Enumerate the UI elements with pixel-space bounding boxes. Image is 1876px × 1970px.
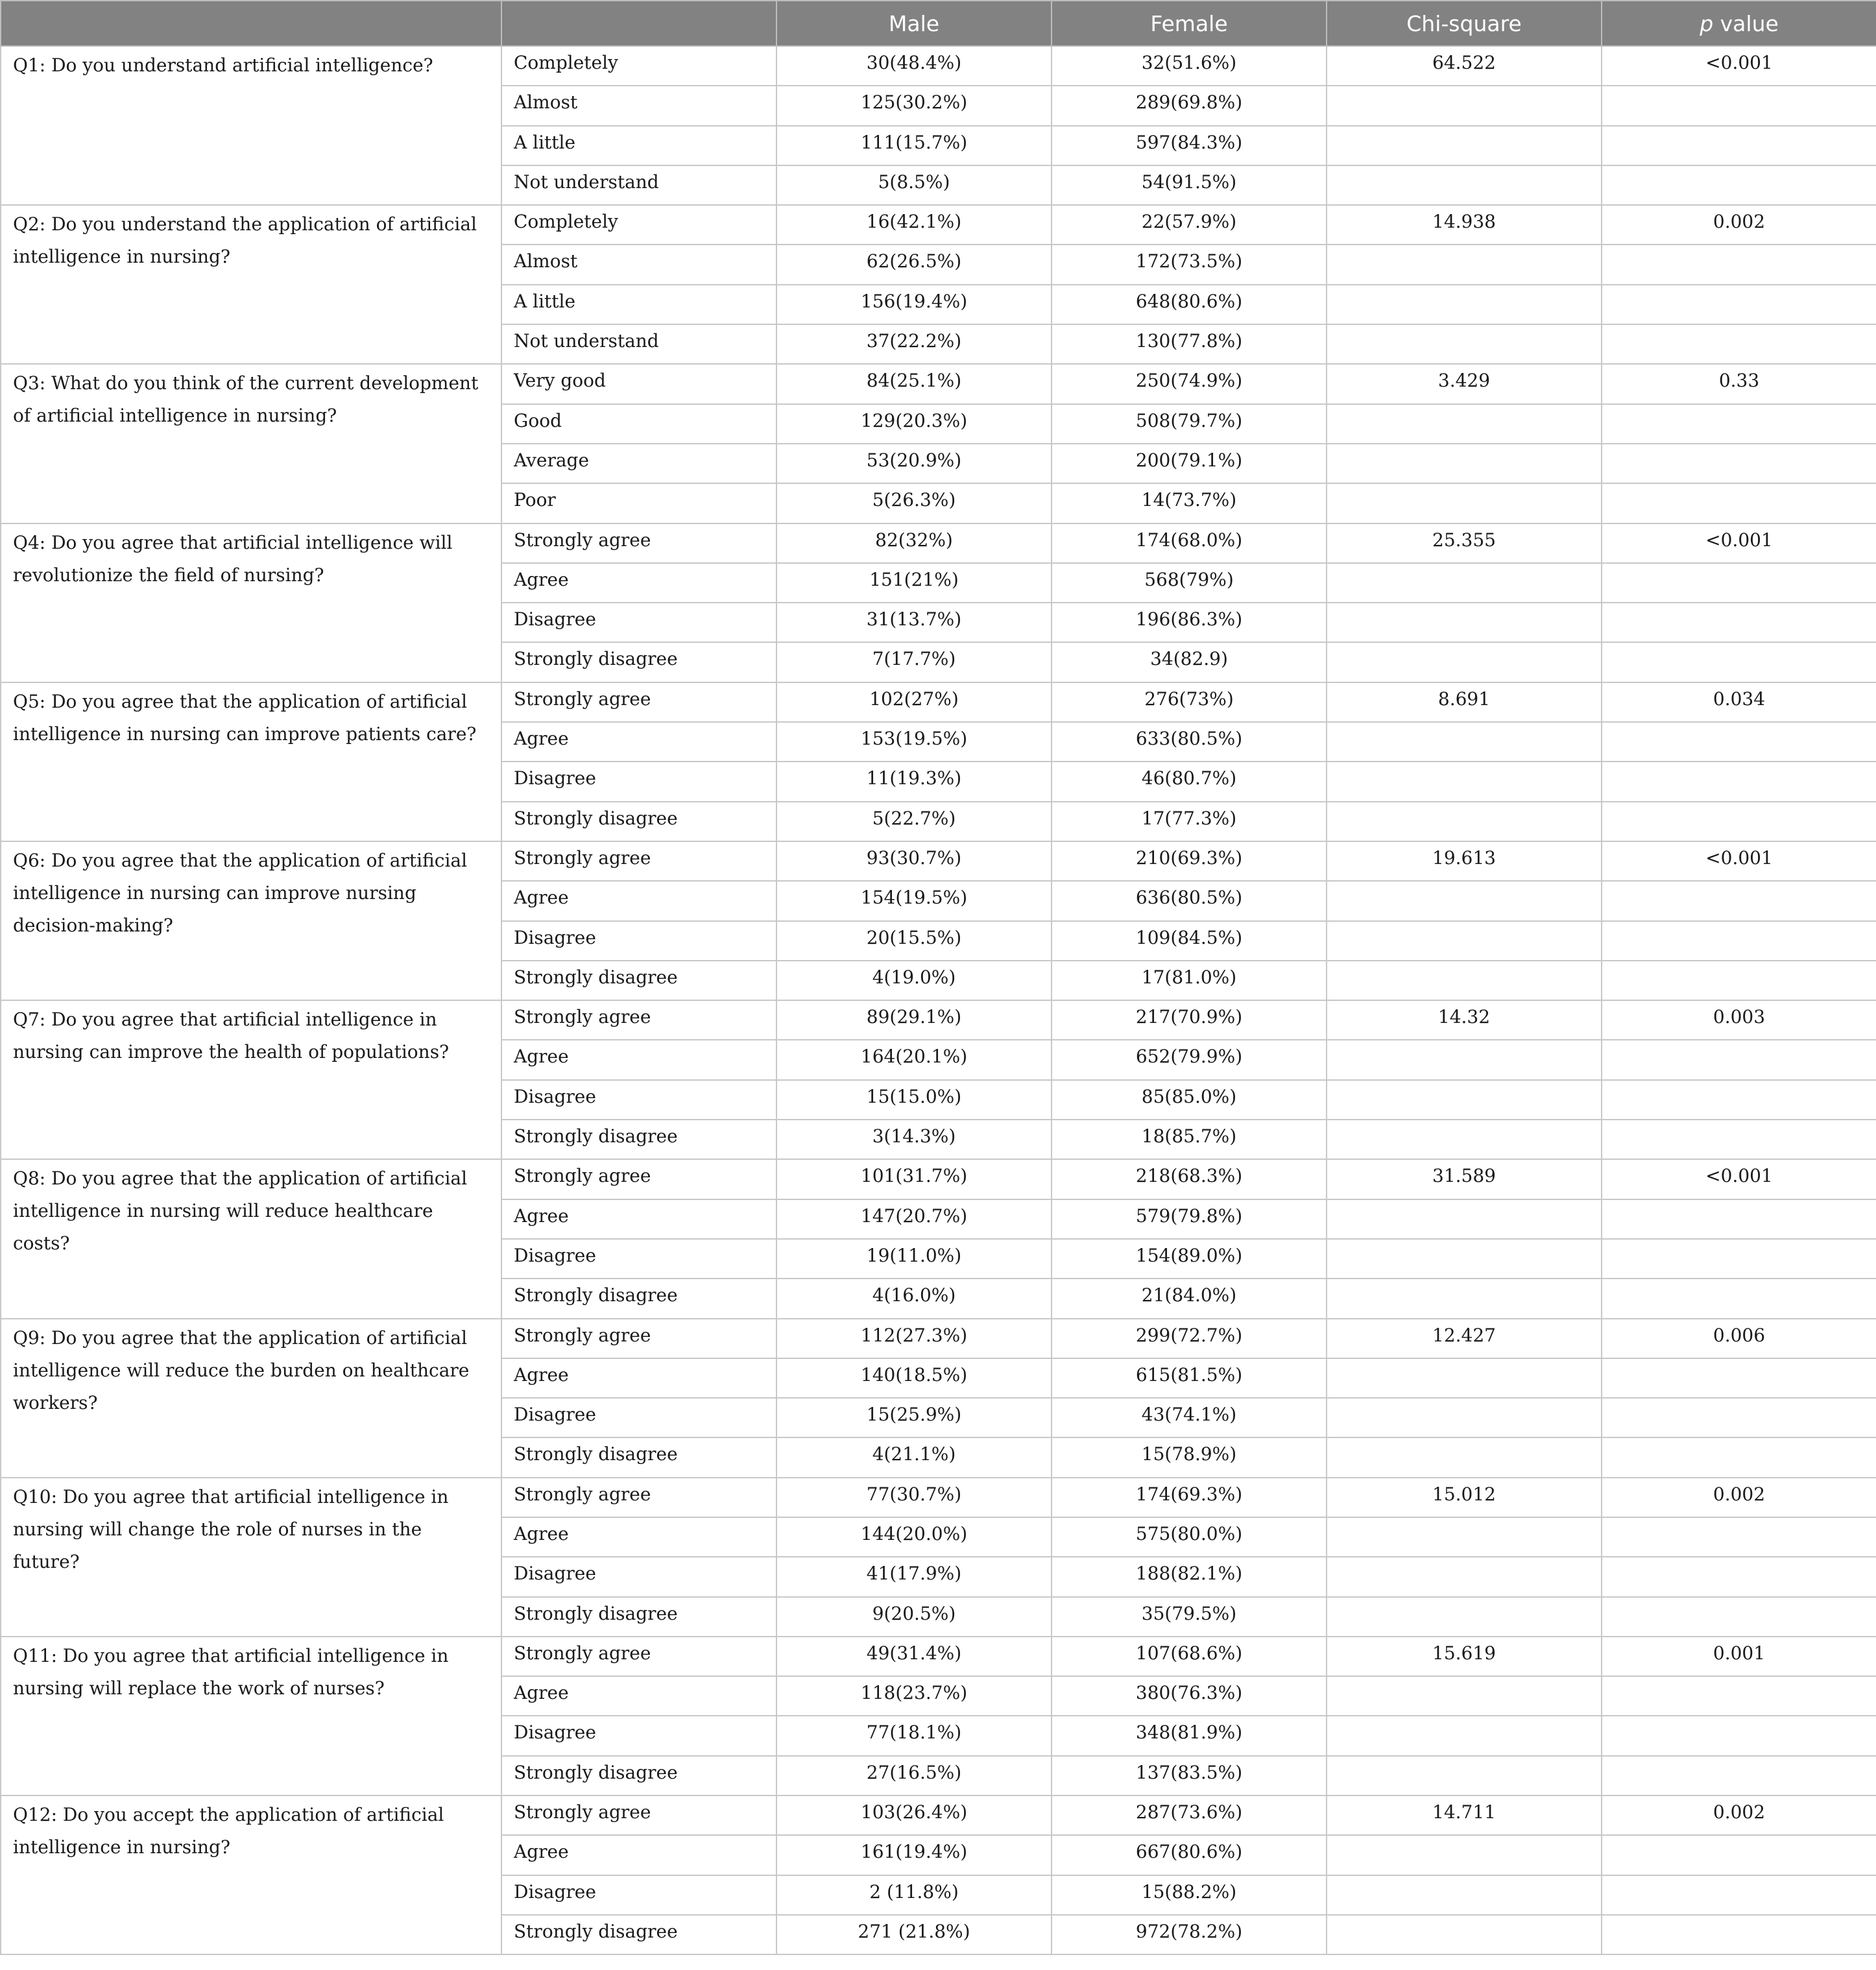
response-cell: Disagree <box>501 1875 776 1915</box>
p-value-cell <box>1602 1199 1876 1239</box>
male-cell: 84(25.1%) <box>776 364 1052 403</box>
chi-square-cell <box>1327 1875 1602 1915</box>
male-cell: 9(20.5%) <box>776 1597 1052 1637</box>
response-cell: Strongly disagree <box>501 642 776 682</box>
female-cell: 217(70.9%) <box>1052 1000 1327 1040</box>
chi-square-cell <box>1327 1915 1602 1954</box>
male-cell: 144(20.0%) <box>776 1517 1052 1557</box>
female-cell: 17(81.0%) <box>1052 961 1327 1000</box>
p-value-cell <box>1602 1676 1876 1716</box>
female-cell: 17(77.3%) <box>1052 802 1327 841</box>
chi-square-cell: 64.522 <box>1327 46 1602 86</box>
chi-square-cell <box>1327 762 1602 801</box>
female-cell: 174(68.0%) <box>1052 523 1327 563</box>
male-cell: 30(48.4%) <box>776 46 1052 86</box>
p-value-cell: 0.002 <box>1602 1796 1876 1835</box>
chi-square-cell <box>1327 1239 1602 1279</box>
male-cell: 5(22.7%) <box>776 802 1052 841</box>
p-value-cell <box>1602 1358 1876 1398</box>
p-value-cell: 0.33 <box>1602 364 1876 403</box>
chi-square-cell <box>1327 324 1602 364</box>
question-cell: Q5: Do you agree that the application of artificial intelligence in nursing can improve patients care? <box>1 682 501 841</box>
response-cell: Agree <box>501 1835 776 1875</box>
female-cell: 200(79.1%) <box>1052 444 1327 483</box>
p-value-cell <box>1602 1597 1876 1637</box>
female-cell: 636(80.5%) <box>1052 881 1327 920</box>
response-cell: Not understand <box>501 324 776 364</box>
p-value-cell <box>1602 324 1876 364</box>
chi-square-cell <box>1327 603 1602 642</box>
p-value-cell <box>1602 1875 1876 1915</box>
female-cell: 615(81.5%) <box>1052 1358 1327 1398</box>
male-cell: 125(30.2%) <box>776 86 1052 125</box>
response-cell: Agree <box>501 1358 776 1398</box>
male-cell: 31(13.7%) <box>776 603 1052 642</box>
p-value-cell <box>1602 1437 1876 1477</box>
question-cell: Q10: Do you agree that artificial intelligence in nursing will change the role of nurses in the future? <box>1 1478 501 1637</box>
table-row <box>1 1637 1876 1676</box>
female-cell: 348(81.9%) <box>1052 1716 1327 1755</box>
male-cell: 15(15.0%) <box>776 1080 1052 1120</box>
response-cell: Poor <box>501 483 776 523</box>
female-cell: 54(91.5%) <box>1052 165 1327 205</box>
female-cell: 299(72.7%) <box>1052 1319 1327 1358</box>
male-cell: 4(19.0%) <box>776 961 1052 1000</box>
chi-square-cell: 19.613 <box>1327 841 1602 881</box>
male-cell: 161(19.4%) <box>776 1835 1052 1875</box>
p-value-cell: 0.006 <box>1602 1319 1876 1358</box>
chi-square-cell <box>1327 1358 1602 1398</box>
female-cell: 579(79.8%) <box>1052 1199 1327 1239</box>
female-cell: 137(83.5%) <box>1052 1756 1327 1796</box>
female-cell: 575(80.0%) <box>1052 1517 1327 1557</box>
response-cell: Disagree <box>501 1716 776 1755</box>
female-cell: 172(73.5%) <box>1052 245 1327 284</box>
question-cell: Q7: Do you agree that artificial intelligence in nursing can improve the health of populations? <box>1 1000 501 1159</box>
header-p-rest: value <box>1713 10 1779 36</box>
response-cell: Agree <box>501 1676 776 1716</box>
response-cell: Strongly agree <box>501 841 776 881</box>
question-cell: Q12: Do you accept the application of artificial intelligence in nursing? <box>1 1796 501 1954</box>
response-cell: A little <box>501 126 776 165</box>
female-cell: 196(86.3%) <box>1052 603 1327 642</box>
response-cell: Disagree <box>501 1557 776 1596</box>
p-value-cell <box>1602 404 1876 444</box>
male-cell: 271 (21.8%) <box>776 1915 1052 1954</box>
chi-square-cell <box>1327 86 1602 125</box>
male-cell: 153(19.5%) <box>776 722 1052 762</box>
male-cell: 77(18.1%) <box>776 1716 1052 1755</box>
chi-square-cell <box>1327 1756 1602 1796</box>
header-female: Female <box>1052 1 1327 46</box>
female-cell: 174(69.3%) <box>1052 1478 1327 1517</box>
header-p-value <box>1602 1 1876 46</box>
table-row <box>1 1319 1876 1358</box>
male-cell: 3(14.3%) <box>776 1120 1052 1159</box>
male-cell: 154(19.5%) <box>776 881 1052 920</box>
chi-square-cell <box>1327 126 1602 165</box>
p-value-cell <box>1602 444 1876 483</box>
female-cell: 154(89.0%) <box>1052 1239 1327 1279</box>
male-cell: 27(16.5%) <box>776 1756 1052 1796</box>
male-cell: 147(20.7%) <box>776 1199 1052 1239</box>
female-cell: 380(76.3%) <box>1052 1676 1327 1716</box>
male-cell: 129(20.3%) <box>776 404 1052 444</box>
p-value-cell <box>1602 802 1876 841</box>
male-cell: 5(8.5%) <box>776 165 1052 205</box>
chi-square-cell <box>1327 563 1602 603</box>
chi-square-cell <box>1327 1597 1602 1637</box>
p-value-cell <box>1602 961 1876 1000</box>
male-cell: 77(30.7%) <box>776 1478 1052 1517</box>
female-cell: 15(78.9%) <box>1052 1437 1327 1477</box>
p-value-cell <box>1602 1120 1876 1159</box>
p-value-cell <box>1602 1835 1876 1875</box>
response-cell: Strongly disagree <box>501 1597 776 1637</box>
response-cell: Strongly agree <box>501 1319 776 1358</box>
response-cell: Strongly disagree <box>501 1915 776 1954</box>
male-cell: 16(42.1%) <box>776 205 1052 245</box>
male-cell: 49(31.4%) <box>776 1637 1052 1676</box>
response-cell: Good <box>501 404 776 444</box>
male-cell: 112(27.3%) <box>776 1319 1052 1358</box>
female-cell: 218(68.3%) <box>1052 1159 1327 1199</box>
response-cell: Strongly agree <box>501 1159 776 1199</box>
male-cell: 103(26.4%) <box>776 1796 1052 1835</box>
header-blank-response <box>501 1 776 46</box>
header-p-italic: p <box>1700 10 1714 36</box>
male-cell: 140(18.5%) <box>776 1358 1052 1398</box>
header-chi-square: Chi-square <box>1327 1 1602 46</box>
question-cell: Q6: Do you agree that the application of artificial intelligence in nursing can improve nursing decision-making? <box>1 841 501 1000</box>
response-cell: Strongly disagree <box>501 1756 776 1796</box>
table-row <box>1 1796 1876 1835</box>
header-row <box>1 1 1876 46</box>
chi-square-cell <box>1327 1437 1602 1477</box>
question-cell: Q11: Do you agree that artificial intelligence in nursing will replace the work of nurses? <box>1 1637 501 1796</box>
p-value-cell <box>1602 1080 1876 1120</box>
chi-square-cell <box>1327 1517 1602 1557</box>
female-cell: 289(69.8%) <box>1052 86 1327 125</box>
chi-square-cell <box>1327 444 1602 483</box>
p-value-cell <box>1602 1557 1876 1596</box>
male-cell: 5(26.3%) <box>776 483 1052 523</box>
header-blank-question <box>1 1 501 46</box>
p-value-cell: 0.002 <box>1602 1478 1876 1517</box>
chi-square-cell <box>1327 881 1602 920</box>
male-cell: 19(11.0%) <box>776 1239 1052 1279</box>
chi-square-cell <box>1327 642 1602 682</box>
male-cell: 89(29.1%) <box>776 1000 1052 1040</box>
question-cell: Q9: Do you agree that the application of artificial intelligence will reduce the burden on healthcare workers? <box>1 1319 501 1478</box>
chi-square-cell <box>1327 245 1602 284</box>
female-cell: 568(79%) <box>1052 563 1327 603</box>
chi-square-cell: 25.355 <box>1327 523 1602 563</box>
chi-square-cell: 31.589 <box>1327 1159 1602 1199</box>
table-row <box>1 1000 1876 1040</box>
question-cell: Q8: Do you agree that the application of artificial intelligence in nursing will reduce healthcare costs? <box>1 1159 501 1318</box>
female-cell: 633(80.5%) <box>1052 722 1327 762</box>
chi-square-cell <box>1327 1676 1602 1716</box>
male-cell: 4(21.1%) <box>776 1437 1052 1477</box>
p-value-cell <box>1602 1915 1876 1954</box>
p-value-cell <box>1602 126 1876 165</box>
response-cell: Agree <box>501 563 776 603</box>
p-value-cell <box>1602 285 1876 324</box>
female-cell: 597(84.3%) <box>1052 126 1327 165</box>
p-value-cell <box>1602 563 1876 603</box>
response-cell: Strongly agree <box>501 1796 776 1835</box>
chi-square-cell <box>1327 722 1602 762</box>
table-row <box>1 841 1876 881</box>
male-cell: 2 (11.8%) <box>776 1875 1052 1915</box>
table-row <box>1 682 1876 722</box>
header-male: Male <box>776 1 1052 46</box>
male-cell: 164(20.1%) <box>776 1040 1052 1079</box>
chi-square-cell: 14.711 <box>1327 1796 1602 1835</box>
response-cell: Very good <box>501 364 776 403</box>
female-cell: 972(78.2%) <box>1052 1915 1327 1954</box>
chi-square-cell <box>1327 483 1602 523</box>
male-cell: 37(22.2%) <box>776 324 1052 364</box>
p-value-cell <box>1602 722 1876 762</box>
female-cell: 276(73%) <box>1052 682 1327 722</box>
response-cell: Strongly disagree <box>501 802 776 841</box>
p-value-cell: <0.001 <box>1602 523 1876 563</box>
p-value-cell <box>1602 642 1876 682</box>
p-value-cell <box>1602 603 1876 642</box>
p-value-cell: <0.001 <box>1602 1159 1876 1199</box>
chi-square-cell: 14.32 <box>1327 1000 1602 1040</box>
female-cell: 35(79.5%) <box>1052 1597 1327 1637</box>
female-cell: 43(74.1%) <box>1052 1398 1327 1437</box>
female-cell: 14(73.7%) <box>1052 483 1327 523</box>
response-cell: Not understand <box>501 165 776 205</box>
male-cell: 11(19.3%) <box>776 762 1052 801</box>
male-cell: 7(17.7%) <box>776 642 1052 682</box>
p-value-cell <box>1602 1398 1876 1437</box>
female-cell: 32(51.6%) <box>1052 46 1327 86</box>
male-cell: 41(17.9%) <box>776 1557 1052 1596</box>
female-cell: 130(77.8%) <box>1052 324 1327 364</box>
response-cell: Strongly disagree <box>501 1437 776 1477</box>
response-cell: Disagree <box>501 1398 776 1437</box>
male-cell: 102(27%) <box>776 682 1052 722</box>
p-value-cell <box>1602 1040 1876 1079</box>
question-cell: Q1: Do you understand artificial intelligence? <box>1 46 501 205</box>
male-cell: 82(32%) <box>776 523 1052 563</box>
male-cell: 15(25.9%) <box>776 1398 1052 1437</box>
male-cell: 53(20.9%) <box>776 444 1052 483</box>
response-cell: Disagree <box>501 603 776 642</box>
response-cell: Disagree <box>501 921 776 961</box>
p-value-cell <box>1602 245 1876 284</box>
female-cell: 22(57.9%) <box>1052 205 1327 245</box>
chi-square-cell: 14.938 <box>1327 205 1602 245</box>
response-cell: Completely <box>501 205 776 245</box>
p-value-cell <box>1602 86 1876 125</box>
female-cell: 109(84.5%) <box>1052 921 1327 961</box>
male-cell: 111(15.7%) <box>776 126 1052 165</box>
response-cell: Strongly agree <box>501 523 776 563</box>
question-cell: Q2: Do you understand the application of artificial intelligence in nursing? <box>1 205 501 364</box>
p-value-cell <box>1602 483 1876 523</box>
response-cell: Strongly disagree <box>501 961 776 1000</box>
response-cell: Average <box>501 444 776 483</box>
female-cell: 46(80.7%) <box>1052 762 1327 801</box>
female-cell: 15(88.2%) <box>1052 1875 1327 1915</box>
male-cell: 118(23.7%) <box>776 1676 1052 1716</box>
male-cell: 156(19.4%) <box>776 285 1052 324</box>
male-cell: 151(21%) <box>776 563 1052 603</box>
female-cell: 250(74.9%) <box>1052 364 1327 403</box>
response-cell: Agree <box>501 722 776 762</box>
response-cell: Agree <box>501 1040 776 1079</box>
response-cell: Strongly agree <box>501 1478 776 1517</box>
female-cell: 667(80.6%) <box>1052 1835 1327 1875</box>
chi-square-cell: 15.619 <box>1327 1637 1602 1676</box>
response-cell: Agree <box>501 881 776 920</box>
response-cell: Disagree <box>501 1239 776 1279</box>
male-cell: 62(26.5%) <box>776 245 1052 284</box>
p-value-cell: <0.001 <box>1602 46 1876 86</box>
chi-square-cell <box>1327 1199 1602 1239</box>
table-row <box>1 205 1876 245</box>
p-value-cell <box>1602 1756 1876 1796</box>
male-cell: 20(15.5%) <box>776 921 1052 961</box>
p-value-cell: 0.003 <box>1602 1000 1876 1040</box>
table-row <box>1 1159 1876 1199</box>
response-cell: Strongly disagree <box>501 1120 776 1159</box>
response-cell: Strongly disagree <box>501 1279 776 1318</box>
female-cell: 287(73.6%) <box>1052 1796 1327 1835</box>
female-cell: 18(85.7%) <box>1052 1120 1327 1159</box>
p-value-cell <box>1602 1279 1876 1318</box>
chi-square-cell <box>1327 165 1602 205</box>
question-cell: Q3: What do you think of the current development of artificial intelligence in nursing? <box>1 364 501 523</box>
female-cell: 21(84.0%) <box>1052 1279 1327 1318</box>
response-cell: Agree <box>501 1199 776 1239</box>
question-cell: Q4: Do you agree that artificial intelligence will revolutionize the field of nursing? <box>1 523 501 682</box>
p-value-cell <box>1602 1716 1876 1755</box>
response-cell: Agree <box>501 1517 776 1557</box>
chi-square-cell <box>1327 802 1602 841</box>
table-row <box>1 523 1876 563</box>
chi-square-cell <box>1327 1279 1602 1318</box>
male-cell: 4(16.0%) <box>776 1279 1052 1318</box>
p-value-cell: <0.001 <box>1602 841 1876 881</box>
chi-square-cell: 15.012 <box>1327 1478 1602 1517</box>
chi-square-cell <box>1327 1398 1602 1437</box>
response-cell: Strongly agree <box>501 1637 776 1676</box>
p-value-cell: 0.034 <box>1602 682 1876 722</box>
chi-square-cell <box>1327 1716 1602 1755</box>
response-cell: Almost <box>501 86 776 125</box>
p-value-cell: 0.001 <box>1602 1637 1876 1676</box>
chi-square-cell <box>1327 404 1602 444</box>
response-cell: A little <box>501 285 776 324</box>
female-cell: 34(82.9) <box>1052 642 1327 682</box>
chi-square-cell <box>1327 1557 1602 1596</box>
p-value-cell <box>1602 165 1876 205</box>
response-cell: Disagree <box>501 762 776 801</box>
table-row <box>1 1478 1876 1517</box>
male-cell: 93(30.7%) <box>776 841 1052 881</box>
chi-square-cell <box>1327 1080 1602 1120</box>
chi-square-cell <box>1327 285 1602 324</box>
table-row <box>1 46 1876 86</box>
chi-square-cell: 12.427 <box>1327 1319 1602 1358</box>
chi-square-cell <box>1327 1040 1602 1079</box>
response-cell: Disagree <box>501 1080 776 1120</box>
female-cell: 648(80.6%) <box>1052 285 1327 324</box>
chi-square-cell: 3.429 <box>1327 364 1602 403</box>
chi-square-cell <box>1327 1120 1602 1159</box>
p-value-cell <box>1602 881 1876 920</box>
female-cell: 188(82.1%) <box>1052 1557 1327 1596</box>
table-row <box>1 364 1876 403</box>
chi-square-cell <box>1327 1835 1602 1875</box>
response-cell: Strongly agree <box>501 682 776 722</box>
female-cell: 508(79.7%) <box>1052 404 1327 444</box>
p-value-cell <box>1602 1239 1876 1279</box>
p-value-cell: 0.002 <box>1602 205 1876 245</box>
male-cell: 101(31.7%) <box>776 1159 1052 1199</box>
response-cell: Completely <box>501 46 776 86</box>
female-cell: 652(79.9%) <box>1052 1040 1327 1079</box>
table-header <box>1 1 1876 46</box>
p-value-cell <box>1602 1517 1876 1557</box>
chi-square-cell <box>1327 961 1602 1000</box>
female-cell: 85(85.0%) <box>1052 1080 1327 1120</box>
chi-square-cell: 8.691 <box>1327 682 1602 722</box>
response-cell: Strongly agree <box>501 1000 776 1040</box>
response-cell: Almost <box>501 245 776 284</box>
p-value-cell <box>1602 762 1876 801</box>
table-body <box>1 46 1876 1954</box>
female-cell: 210(69.3%) <box>1052 841 1327 881</box>
p-value-cell <box>1602 921 1876 961</box>
chi-square-cell <box>1327 921 1602 961</box>
female-cell: 107(68.6%) <box>1052 1637 1327 1676</box>
